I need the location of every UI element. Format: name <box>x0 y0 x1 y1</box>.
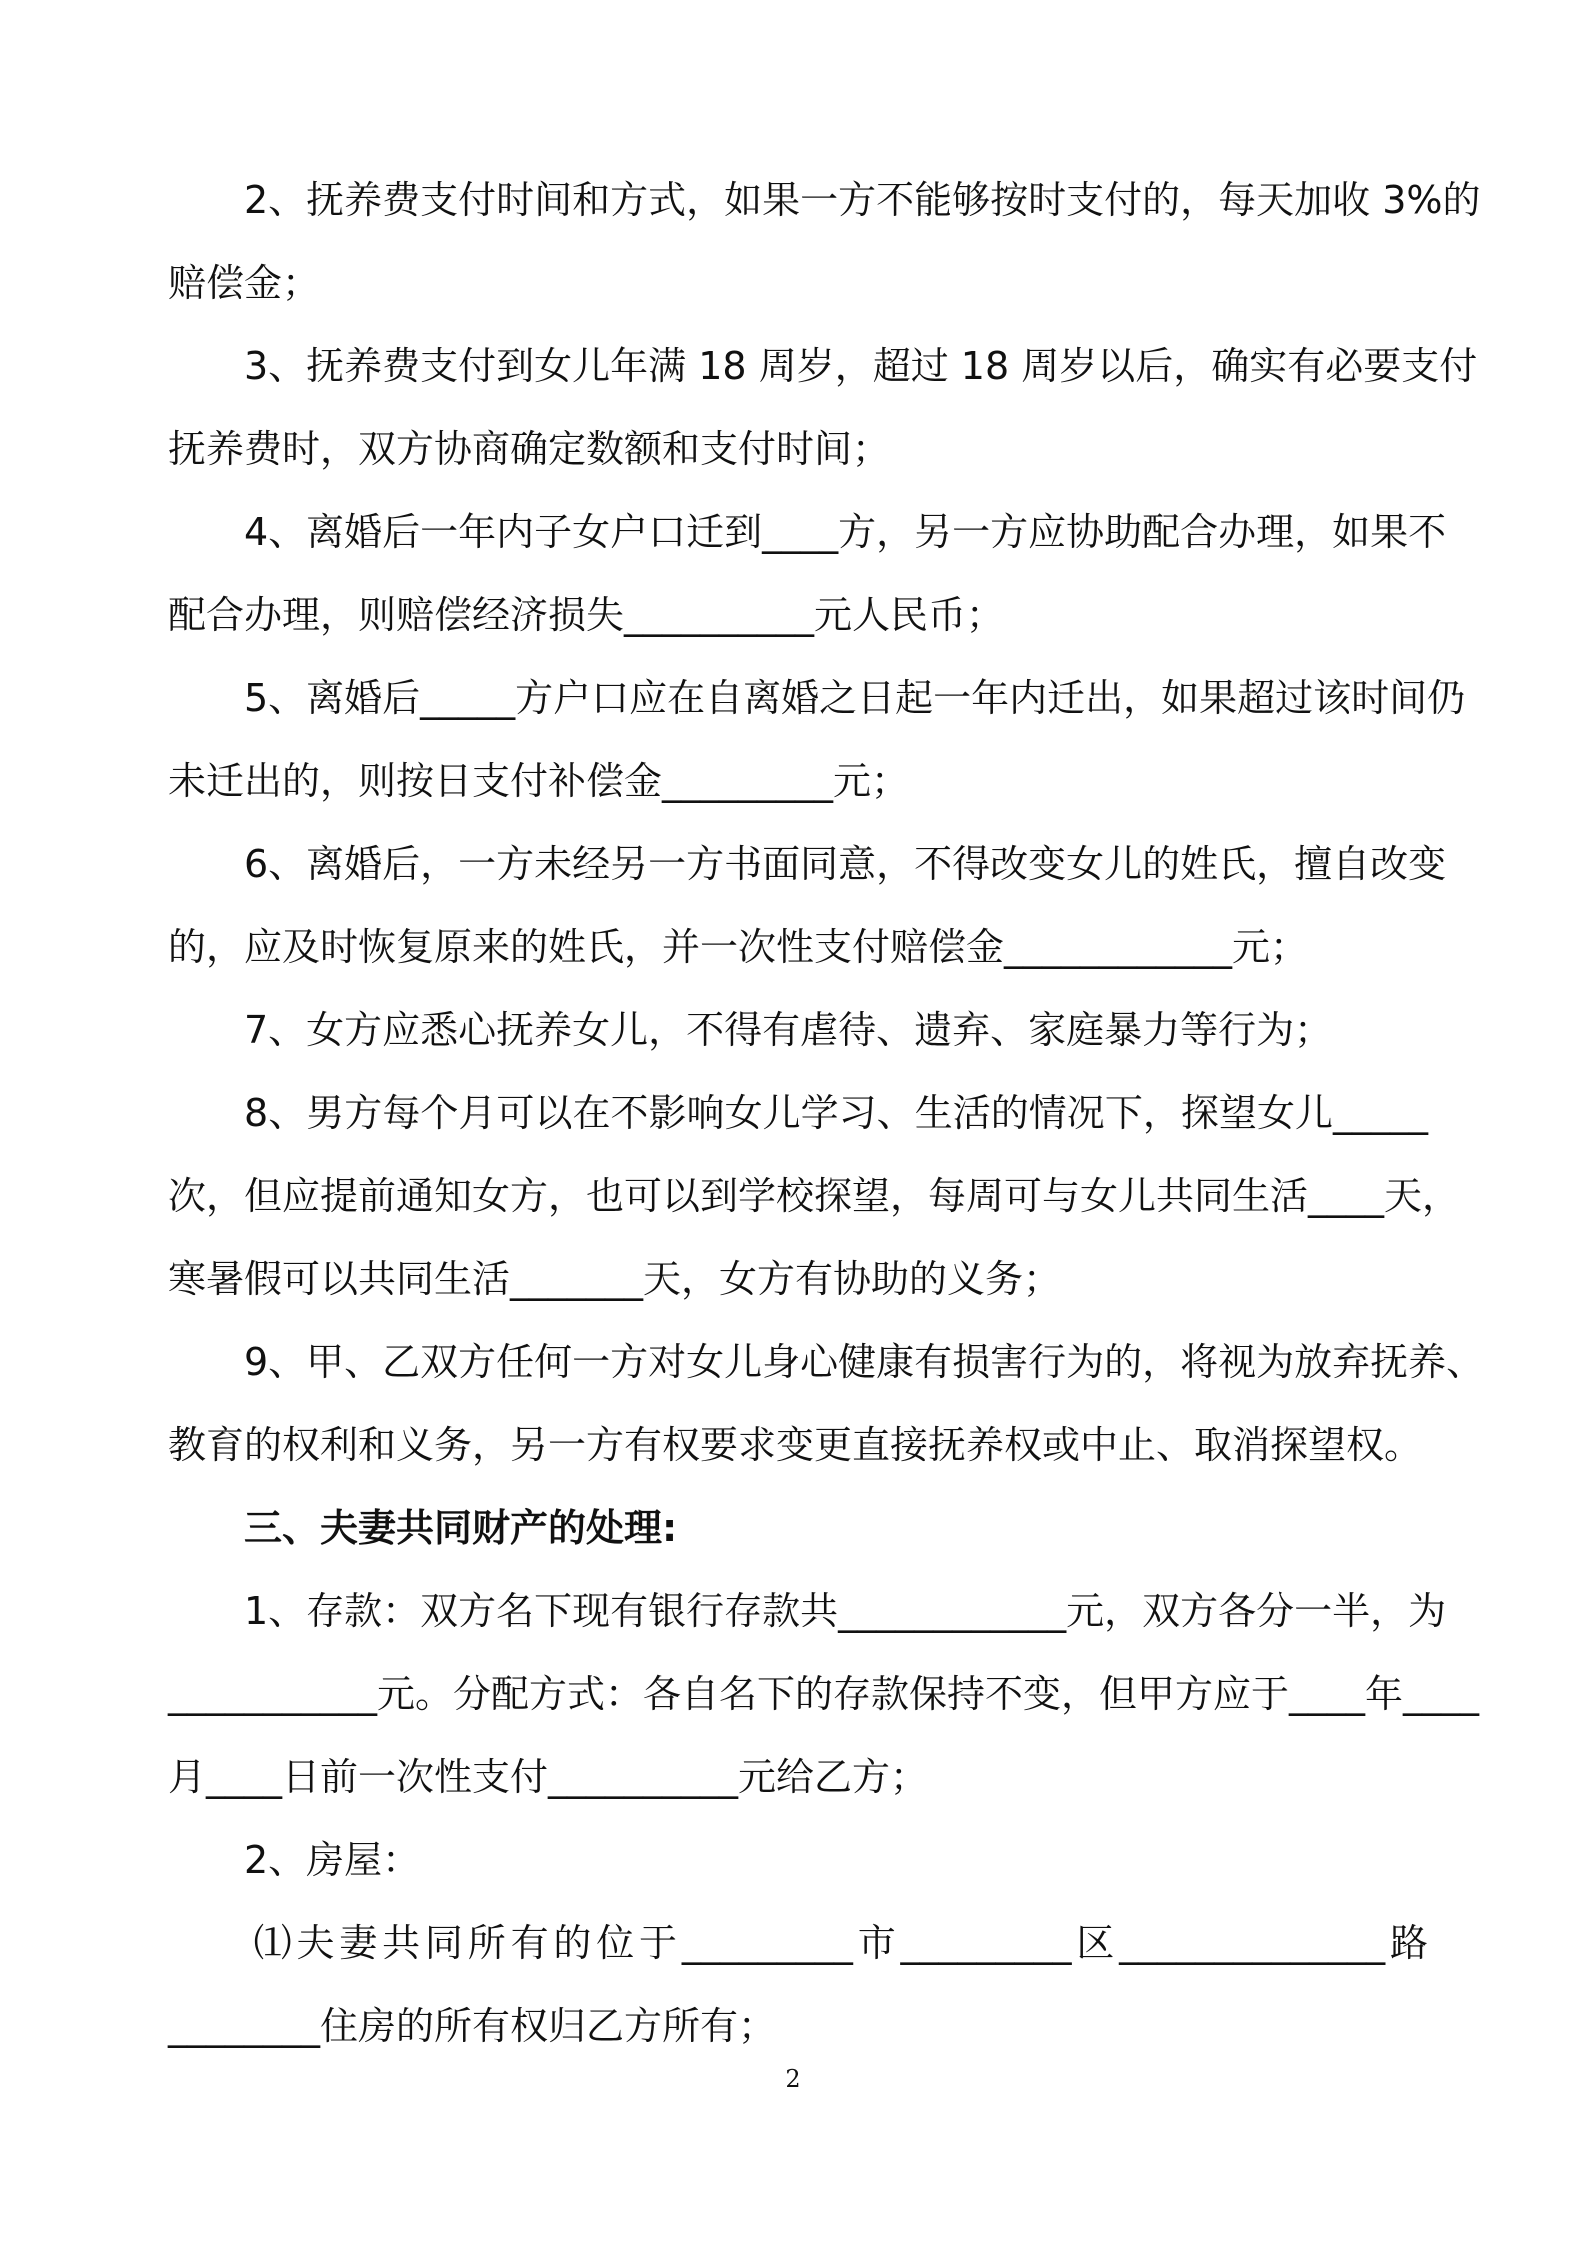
text-line: ⑴夫妻共同所有的位于_________市_________区______________路 <box>168 1921 1428 1965</box>
text-line: 配合办理，则赔偿经济损失__________元人民币； <box>168 593 1005 637</box>
text-line: 8、男方每个月可以在不影响女儿学习、生活的情况下，探望女儿_____ <box>168 1091 1428 1135</box>
section-heading: 三、夫妻共同财产的处理: <box>168 1506 678 1550</box>
text-line: 教育的权利和义务，另一方有权要求变更直接抚养权或中止、取消探望权。 <box>168 1423 1423 1467</box>
text-line: 2、房屋： <box>168 1838 421 1882</box>
text-line: 6、离婚后，一方未经另一方书面同意，不得改变女儿的姓氏，擅自改变 <box>168 842 1447 886</box>
text-line: 次，但应提前通知女方，也可以到学校探望，每周可与女儿共同生活____天， <box>168 1174 1461 1218</box>
text-line: 月____日前一次性支付__________元给乙方； <box>168 1755 929 1799</box>
text-line: 9、甲、乙双方任何一方对女儿身心健康有损害行为的，将视为放弃抚养、 <box>168 1340 1485 1384</box>
page-number: 2 <box>785 2065 801 2093</box>
text-line: 7、女方应悉心抚养女儿，不得有虐待、遗弃、家庭暴力等行为； <box>168 1008 1333 1052</box>
text-line: 寒暑假可以共同生活_______天，女方有协助的义务； <box>168 1257 1062 1301</box>
text-line: ___________元。分配方式：各自名下的存款保持不变，但甲方应于____年____ <box>168 1672 1480 1716</box>
text-line: 4、离婚后一年内子女户口迁到____方，另一方应协助配合办理，如果不 <box>168 510 1447 554</box>
text-line: 2、抚养费支付时间和方式，如果一方不能够按时支付的，每天加收 3%的 <box>168 178 1481 222</box>
text-line: 抚养费时，双方协商确定数额和支付时间； <box>168 427 891 471</box>
text-line: 未迁出的，则按日支付补偿金_________元； <box>168 759 910 803</box>
text-line: 1、存款：双方名下现有银行存款共____________元，双方各分一半，为 <box>168 1589 1447 1633</box>
text-line: 的，应及时恢复原来的姓氏，并一次性支付赔偿金____________元； <box>168 925 1309 969</box>
text-line: ________住房的所有权归乙方所有； <box>168 2004 777 2048</box>
text-line: 5、离婚后_____方户口应在自离婚之日起一年内迁出，如果超过该时间仍 <box>168 676 1466 720</box>
text-line: 赔偿金； <box>168 261 321 305</box>
text-line: 3、抚养费支付到女儿年满 18 周岁，超过 18 周岁以后，确实有必要支付 <box>168 344 1478 388</box>
